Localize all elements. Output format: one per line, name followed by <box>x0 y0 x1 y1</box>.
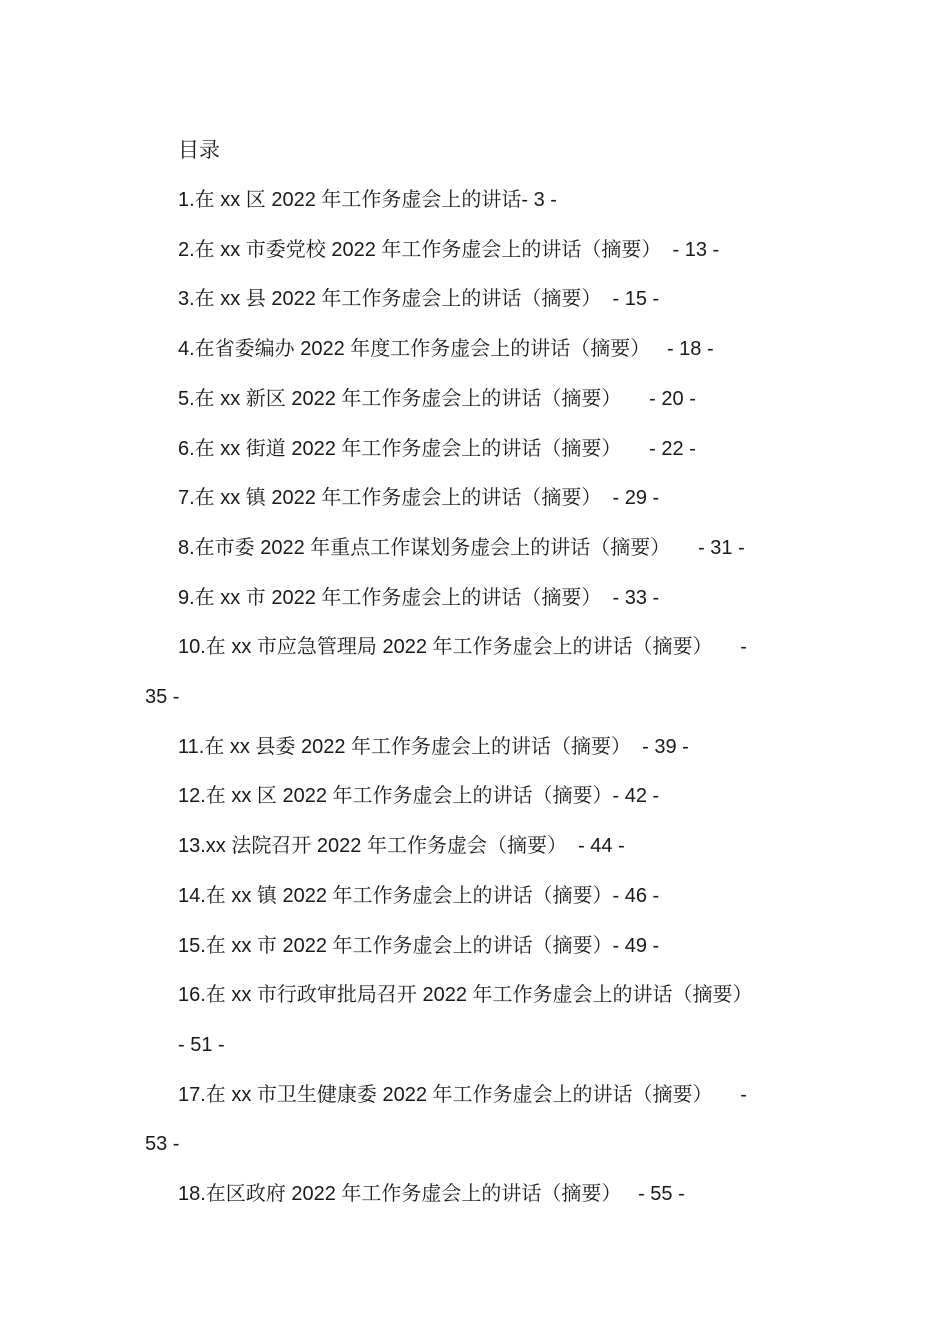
toc-entry: 6.在 xx 街道 2022 年工作务虚会上的讲话（摘要） - 22 - <box>178 437 696 460</box>
toc-entry: 1.在 xx 区 2022 年工作务虚会上的讲话- 3 - <box>178 189 557 211</box>
toc-entry: 8.在市委 2022 年重点工作谋划务虚会上的讲话（摘要） - 31 - <box>178 536 745 559</box>
toc-entry: 7.在 xx 镇 2022 年工作务虚会上的讲话（摘要） - 29 - <box>178 487 660 510</box>
toc-entry: 3.在 xx 县 2022 年工作务虚会上的讲话（摘要） - 15 - <box>178 288 660 311</box>
toc-entry: 15.在 xx 市 2022 年工作务虚会上的讲话（摘要）- 49 - <box>178 934 660 957</box>
toc-entry: 17.在 xx 市卫生健康委 2022 年工作务虚会上的讲话（摘要） - <box>178 1083 747 1106</box>
toc-entry: 4.在省委编办 2022 年度工作务虚会上的讲话（摘要） - 18 - <box>178 338 714 361</box>
toc-entry-continuation: 35 - <box>145 686 180 708</box>
toc-entry: 10.在 xx 市应急管理局 2022 年工作务虚会上的讲话（摘要） - <box>178 636 747 659</box>
toc-entry: 2.在 xx 市委党校 2022 年工作务虚会上的讲话（摘要） - 13 - <box>178 238 720 261</box>
toc-entry-continuation: 53 - <box>145 1133 180 1156</box>
toc-entry: - 51 - <box>178 1033 225 1056</box>
toc-entry: 11.在 xx 县委 2022 年工作务虚会上的讲话（摘要） - 39 - <box>178 735 689 758</box>
toc-entry: 9.在 xx 市 2022 年工作务虚会上的讲话（摘要） - 33 - <box>178 586 660 609</box>
toc-entry: 16.在 xx 市行政审批局召开 2022 年工作务虚会上的讲话（摘要） <box>178 984 753 1007</box>
toc-entry: 5.在 xx 新区 2022 年工作务虚会上的讲话（摘要） - 20 - <box>178 387 696 410</box>
toc-entry: 18.在区政府 2022 年工作务虚会上的讲话（摘要） - 55 - <box>178 1183 685 1205</box>
toc-entry: 12.在 xx 区 2022 年工作务虚会上的讲话（摘要）- 42 - <box>178 785 660 808</box>
toc-title: 目录 <box>178 139 220 162</box>
toc-entry: 14.在 xx 镇 2022 年工作务虚会上的讲话（摘要）- 46 - <box>178 884 660 907</box>
toc-entry: 13.xx 法院召开 2022 年工作务虚会（摘要） - 44 - <box>178 835 625 858</box>
